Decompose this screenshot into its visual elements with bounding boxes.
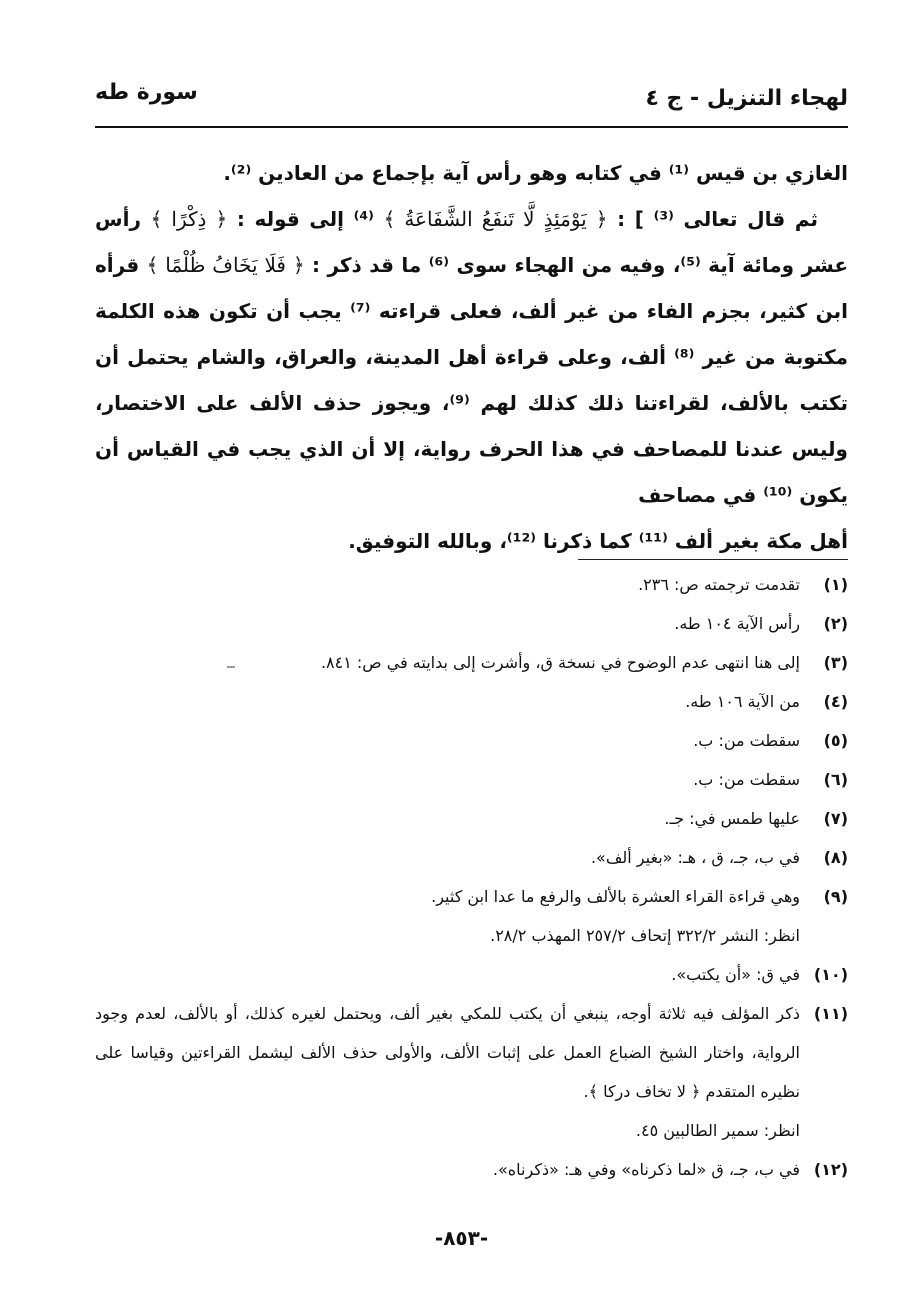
footnote-6 — [95, 760, 848, 799]
quran-quote-3: ﴿ فَلَا يَخَافُ ظُلْمًا ﴾ — [146, 253, 305, 277]
footnote-text — [95, 1150, 800, 1189]
footnote-reference-line: انظر: النشر ٣٢٢/٢ إتحاف ٢٥٧/٢ المهذب ٢٨/٢. — [490, 926, 800, 945]
footnote-text — [95, 643, 800, 682]
footnote-line: تقدمت ترجمته ص: ٢٣٦. — [638, 575, 800, 594]
header-divider — [95, 126, 848, 128]
footnote-text — [95, 994, 800, 1150]
footnote-line: وهي قراءة القراء العشرة بالألف والرفع ما عدا ابن كثير. — [431, 887, 800, 906]
footnote-2 — [95, 604, 848, 643]
footnote-number: (٥) — [823, 731, 848, 750]
footnote-text — [95, 682, 800, 721]
paragraph-2-part-c: رأس عشر ومائة آية ⁽⁵⁾، وفيه من الهجاء سوى ⁽⁶⁾ ما قد ذكر : — [95, 207, 849, 277]
footnote-line: إلى هنا انتهى عدم الوضوح في نسخة ق، وأشرت إلى بدايته في ص: ٨٤١. — [320, 653, 800, 672]
running-header — [95, 80, 848, 122]
footnote-11 — [95, 994, 848, 1150]
footnote-text — [95, 877, 800, 955]
footnote-reference-line: انظر: سمير الطالبين ٤٥. — [635, 1121, 800, 1140]
footnote-line: رأس الآية ١٠٤ طه. — [674, 614, 800, 633]
paragraph-2-last-line: أهل مكة بغير ألف ⁽¹¹⁾ كما ذكرنا ⁽¹²⁾، وبالله التوفيق. — [348, 529, 848, 553]
footnote-line: في ق: «أن يكتب». — [671, 965, 800, 984]
footnote-line: في ب، جـ، ق «لما ذكرناه» وفي هـ: «ذكرناه». — [492, 1160, 800, 1179]
main-text — [95, 150, 848, 564]
footnote-text — [95, 721, 800, 760]
paragraph-2-part-a: ثم قال تعالى ⁽³⁾ ] : — [607, 207, 819, 231]
page-number: -٨٥٣- — [434, 1226, 489, 1250]
footnote-number: (٢) — [823, 614, 848, 633]
footnote-number: (١١) — [813, 1004, 848, 1023]
footnote-number: (١٠) — [813, 965, 848, 984]
footnote-line: سقطت من: ب. — [693, 770, 800, 789]
footnote-line: من الآية ١٠٦ طه. — [685, 692, 800, 711]
paragraph-2-part-b: ⁽⁴⁾ إلى قوله : — [227, 207, 384, 231]
footnote-10 — [95, 955, 848, 994]
quran-quote-1: ﴿ يَوْمَئِذٍ لَّا تَنفَعُ الشَّفَاعَةُ ﴾ — [383, 207, 608, 231]
footnote-text — [95, 838, 800, 877]
paragraph-2-part-d: قرأه ابن كثير، بجزم الفاء من غير ألف، فعلى قراءته ⁽⁷⁾ يجب أن تكون هذه الكلمة مكتوبة من غير ⁽⁸⁾ ألف، وعلى قراءة أهل المدينة، والعراق، والشام يحتمل أن تكتب بالألف، لقراءتنا ذلك كذلك لهم ⁽⁹⁾، ويجوز حذف الألف على الاختصار، وليس عندنا للمصاحف في هذا الحرف رواية، إلا أن الذي يجب في القياس أن يكون ⁽¹⁰⁾ في مصاحف — [95, 253, 848, 507]
footnote-divider — [578, 559, 848, 560]
footnote-number: (٩) — [823, 887, 848, 906]
footnote-5 — [95, 721, 848, 760]
footnote-number: (٧) — [823, 809, 848, 828]
footnote-line: سقطت من: ب. — [693, 731, 800, 750]
footnote-number: (١٢) — [813, 1160, 848, 1179]
footnote-4 — [95, 682, 848, 721]
footnote-text — [95, 955, 800, 994]
footnote-number: (٤) — [823, 692, 848, 711]
footnote-line: ذكر المؤلف فيه ثلاثة أوجه، ينبغي أن يكتب للمكي بغير ألف، ويحتمل لغيره كذلك، أو بالألف، لعدم وجود الرواية، واختار الشيخ الضباع العمل على إثبات الألف، والأولى حذف الألف ليشمل القراءتين وقياسا على نظيره المتقدم ﴿ لا تخاف دركا ﴾. — [95, 1004, 800, 1101]
footnote-text — [95, 604, 800, 643]
book-title: لهجاء التنزيل - ج ٤ — [645, 86, 848, 111]
footnote-1 — [95, 565, 848, 604]
footnote-text — [95, 565, 800, 604]
footnote-12 — [95, 1150, 848, 1189]
footnote-text — [95, 760, 800, 799]
footnote-text — [95, 799, 800, 838]
surah-title: سورة طه — [95, 80, 198, 105]
quran-quote-2: ﴿ ذِكْرًا ﴾ — [150, 207, 228, 231]
footnote-line: عليها طمس في: جـ. — [664, 809, 800, 828]
footnotes — [95, 565, 848, 1189]
paragraph-1: الغازي بن قيس ⁽¹⁾ في كتابه وهو رأس آية بإجماع من العادين ⁽²⁾. — [223, 161, 848, 185]
footnote-3 — [95, 643, 848, 682]
footnote-8 — [95, 838, 848, 877]
footnote-number: (٣) — [823, 653, 848, 672]
footnote-7 — [95, 799, 848, 838]
footnote-number: (٨) — [823, 848, 848, 867]
footnote-line: في ب، جـ، ق ، هـ: «بغير ألف». — [590, 848, 800, 867]
paragraph-2 — [95, 196, 848, 518]
footnote-number: (٦) — [823, 770, 848, 789]
footnote-9 — [95, 877, 848, 955]
footnote-number: (١) — [823, 575, 848, 594]
